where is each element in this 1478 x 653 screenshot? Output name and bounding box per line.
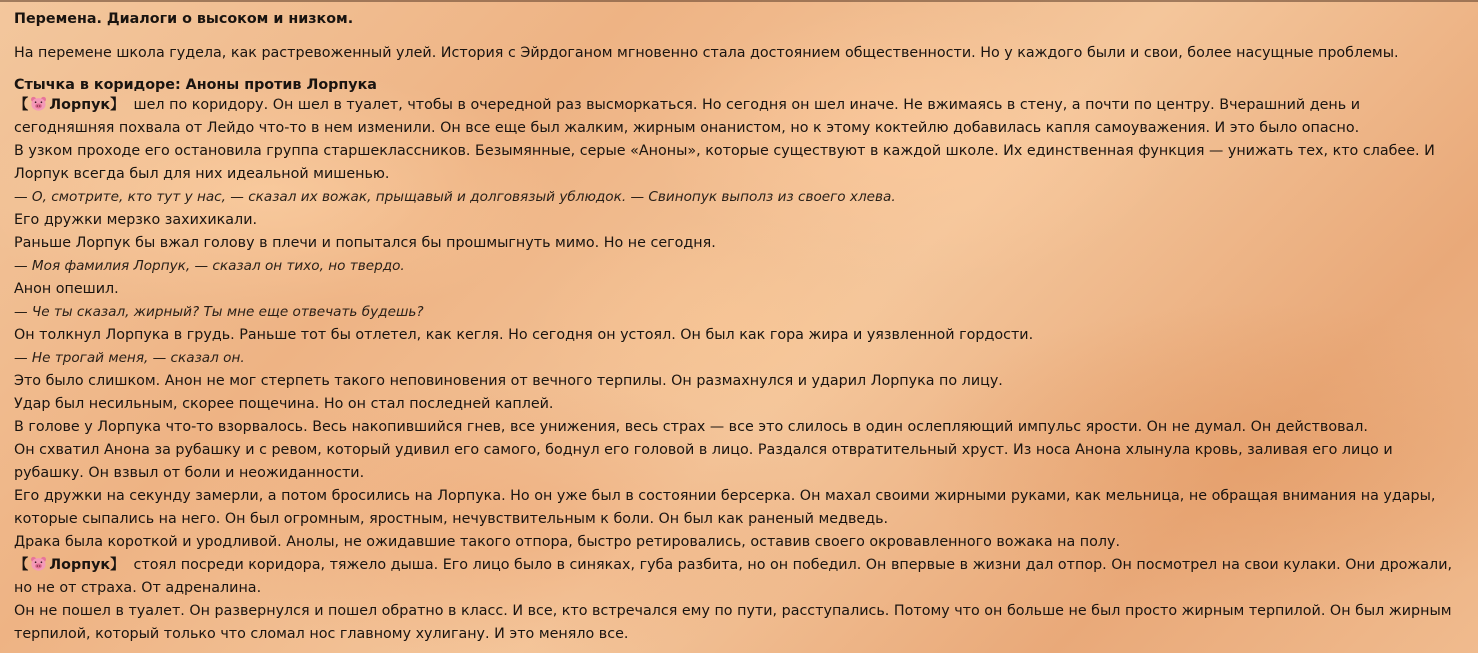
dialogue-line: — Не трогай меня, — сказал он.: [14, 350, 245, 366]
paragraph-text: шел по коридору. Он шел в туалет, чтобы в очередной раз высморкаться. Но сегодня он шел иначе. Не вжимаясь в стену, а почти по центру. Вчерашний день и сегодняшняя похвала от Лейдо что-то в нем изменили. Он все еще был жалким, жирным онанистом, но к этому коктейлю добавилась капля самоуважения. И это было опасно.: [14, 97, 1360, 136]
paragraph: [14, 554, 1464, 600]
paragraph: Его дружки на секунду замерли, а потом бросились на Лорпука. Но он уже был в состоянии берсерка. Он махал своими жирными руками, как мельница, не обращая внимания на удары, которые сыпались на него. Он был огромным, яростным, нечувствительным к боли. Он был как раненый медведь.: [14, 488, 1436, 527]
paragraph: Анон опешил.: [14, 281, 119, 297]
paragraph-text: стоял посреди коридора, тяжело дыша. Его лицо было в синяках, губа разбита, но он победил. Он впервые в жизни дал отпор. Он посмотрел на свои кулаки. Они дрожали, но не от страха. От адреналина.: [14, 557, 1453, 596]
character-badge: 【 Лорпук】: [14, 97, 125, 113]
paragraph: В голове у Лорпука что-то взорвалось. Весь накопившийся гнев, все унижения, весь страх — все это слилось в один ослепляющий импульс ярости. Он не думал. Он действовал.: [14, 419, 1368, 435]
paragraph: Он схватил Анона за рубашку и с ревом, который удивил его самого, боднул его головой в лицо. Раздался отвратительный хруст. Из носа Анона хлынула кровь, заливая его лицо и рубашку. Он взвыл от боли и неожиданности.: [14, 442, 1393, 481]
paragraph: Драка была короткой и уродливой. Анолы, не ожидавшие такого отпора, быстро ретировались, оставив своего окровавленного вожака на полу.: [14, 534, 1121, 550]
top-border: [0, 0, 1478, 2]
paragraph: Удар был несильным, скорее пощечина. Но он стал последней каплей.: [14, 396, 554, 412]
paragraph: Он толкнул Лорпука в грудь. Раньше тот бы отлетел, как кегля. Но сегодня он устоял. Он был как гора жира и уязвленной гордости.: [14, 327, 1034, 343]
pig-icon: [30, 96, 47, 111]
paragraph: [14, 94, 1464, 140]
section-title: Перемена. Диалоги о высоком и низком.: [14, 11, 354, 27]
character-badge: 【 Лорпук】: [14, 557, 125, 573]
paragraph: В узком проходе его остановила группа старшеклассников. Безымянные, серые «Аноны», которые существуют в каждой школе. Их единственная функция — унижать тех, кто слабее. И Лорпук всегда был для них идеальной мишенью.: [14, 143, 1435, 182]
pig-icon: [30, 556, 47, 571]
dialogue-line: — О, смотрите, кто тут у нас, — сказал их вожак, прыщавый и долговязый ублюдок. — Свинопук выполз из своего хлева.: [14, 189, 896, 205]
scene-subtitle: Стычка в коридоре: Аноны против Лорпука: [14, 77, 377, 93]
paragraph: Это было слишком. Анон не мог стерпеть такого неповиновения от вечного терпилы. Он размахнулся и ударил Лорпука по лицу.: [14, 373, 1003, 389]
paragraph: Его дружки мерзко захихикали.: [14, 212, 258, 228]
paragraph: Раньше Лорпук бы вжал голову в плечи и попытался бы прошмыгнуть мимо. Но не сегодня.: [14, 235, 716, 251]
document-body: [0, 2, 1478, 646]
dialogue-line: — Моя фамилия Лорпук, — сказал он тихо, но твердо.: [14, 258, 405, 274]
intro-paragraph: На перемене школа гудела, как растревоженный улей. История с Эйрдоганом мгновенно стала достоянием общественности. Но у каждого были и свои, более насущные проблемы.: [14, 45, 1399, 61]
paragraph: Он не пошел в туалет. Он развернулся и пошел обратно в класс. И все, кто встречался ему по пути, расступались. Потому что он больше не был просто жирным терпилой. Он был жирным терпилой, который только что сломал нос главному хулигану. И это меняло все.: [14, 603, 1452, 642]
dialogue-line: — Че ты сказал, жирный? Ты мне еще отвечать будешь?: [14, 304, 424, 320]
